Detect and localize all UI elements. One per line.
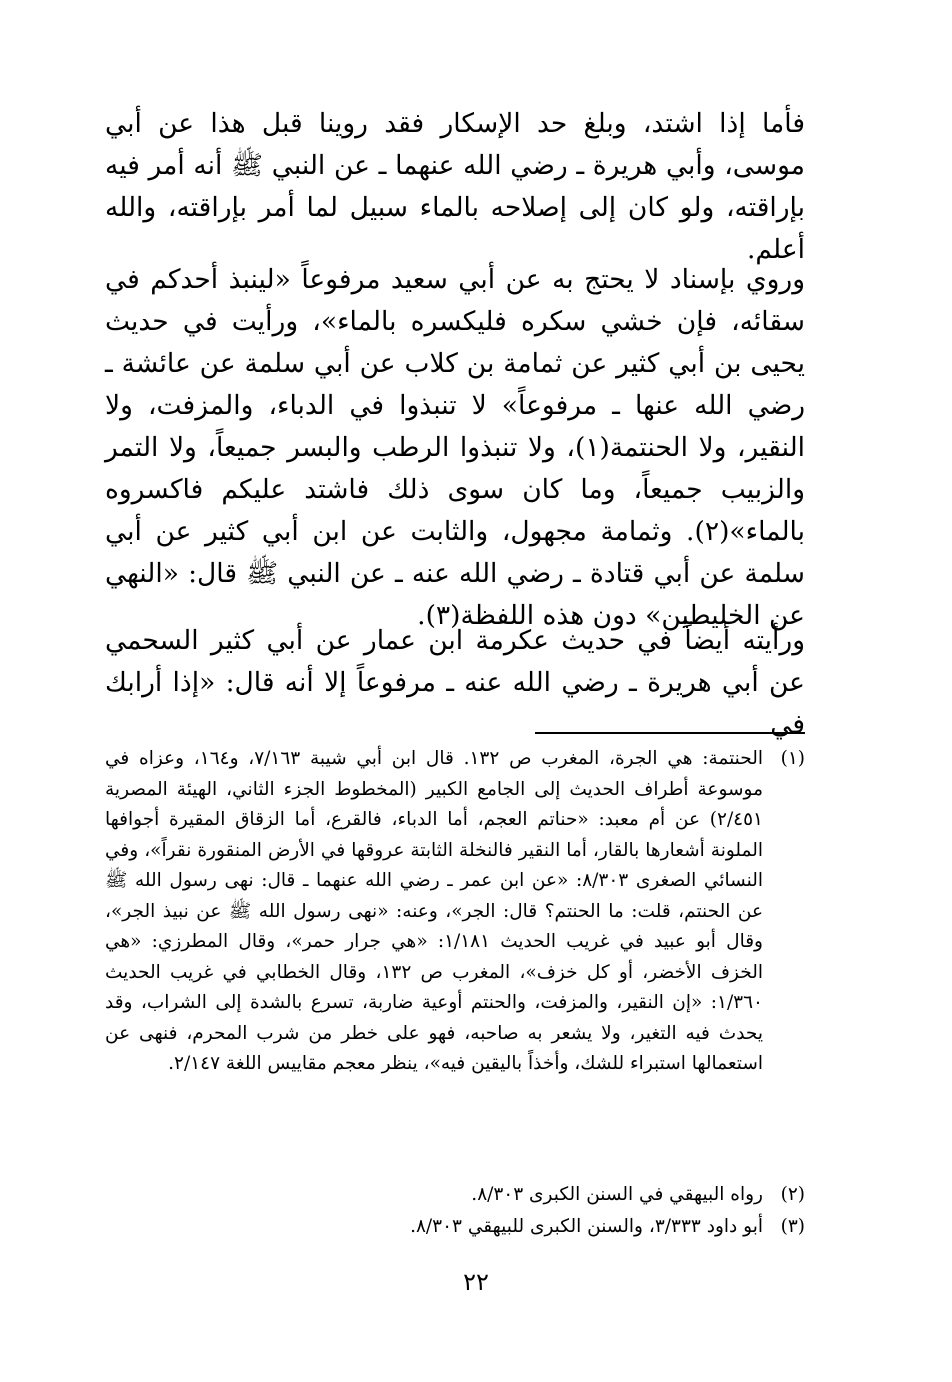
page-number: ٢٢	[463, 1268, 489, 1296]
body-paragraph-3: ورأيته أيضاً في حديث عكرمة ابن عمار عن أبي كثير السحمي عن أبي هريرة ـ رضي الله عنه ـ مرفوعاً إلا أنه قال: «إذا أرابك في	[105, 625, 805, 740]
footnote-1-number: (١)	[780, 748, 805, 769]
footnote-2-number: (٢)	[780, 1184, 805, 1205]
footnote-divider	[535, 732, 805, 734]
footnote-2	[105, 1180, 805, 1211]
footnote-3	[105, 1212, 805, 1243]
footnote-3-number: (٣)	[780, 1216, 805, 1237]
body-paragraph-2: وروي بإسناد لا يحتج به عن أبي سعيد مرفوعاً «لينبذ أحدكم في سقائه، فإن خشي سكره فليكسره بالماء»، ورأيت في حديث يحيى بن أبي كثير عن ثمامة بن كلاب عن أبي سلمة عن عائشة ـ رضي الله عنها ـ مرفوعاً» لا تنبذوا في الدباء، والمزفت، ولا النقير، ولا الحنتمة(١)، ولا تنبذوا الرطب والبسر جميعاً، ولا التمر والزبيب جميعاً، وما كان سوى ذلك فاشتد عليكم فاكسروه بالماء»(٢). وثمامة مجهول، والثابت عن ابن أبي كثير عن أبي سلمة عن أبي قتادة ـ رضي الله عنه ـ عن النبي ﷺ قال: «النهي عن الخليطين» دون هذه اللفظة(٣).	[105, 264, 806, 631]
footnote-3-text: أبو داود ٣/٣٣٣، والسنن الكبرى للبيهقي ٨/٣٠٣.	[410, 1216, 763, 1237]
body-paragraph-1: فأما إذا اشتد، وبلغ حد الإسكار فقد روينا قبل هذا عن أبي موسى، وأبي هريرة ـ رضي الله عنهما ـ عن النبي ﷺ أنه أمر فيه بإراقته، ولو كان إلى إصلاحه بالماء سبيل لما أمر بإراقته، والله أعلم.	[105, 108, 805, 265]
footnote-1-text: الحنتمة: هي الجرة، المغرب ص ١٣٢. قال ابن أبي شيبة ٧/١٦٣، و١٦٤، وعزاه في موسوعة أطراف الحديث إلى الجامع الكبير (المخطوط الجزء الثاني، الهيئة المصرية ٢/٤٥١) عن أم معبد: «حناتم العجم، أما الدباء، فالقرع، أما الزقاق المقيرة أجوافها الملونة أشعارها بالقار، أما النقير فالنخلة الثابتة عروقها في الأرض المنقورة نقراً»، وفي النسائي الصغرى ٨/٣٠٣: «عن ابن عمر ـ رضي الله عنهما ـ قال: نهى رسول الله ﷺ عن الحنتم، قلت: ما الحنتم؟ قال: الجر»، وعنه: «نهى رسول الله ﷺ عن نبيذ الجر»، وقال أبو عبيد في غريب الحديث ١/١٨١: «هي جرار حمر»، وقال المطرزي: «هي الخزف الأخضر، أو كل خزف»، المغرب ص ١٣٢، وقال الخطابي في غريب الحديث ١/٣٦٠: «إن النقير، والمزفت، والحنتم أوعية ضاربة، تسرع بالشدة إلى الشراب، وقد يحدث فيه التغير، ولا يشعر به صاحبه، فهو على خطر من شرب المحرم، فنهى عن استعمالها استبراء للشك، وأخذاً باليقين فيه»، ينظر معجم مقاييس اللغة ٢/١٤٧.	[105, 748, 763, 1074]
footnote-2-text: رواه البيهقي في السنن الكبرى ٨/٣٠٣.	[471, 1184, 763, 1205]
footnote-1	[105, 744, 805, 1080]
